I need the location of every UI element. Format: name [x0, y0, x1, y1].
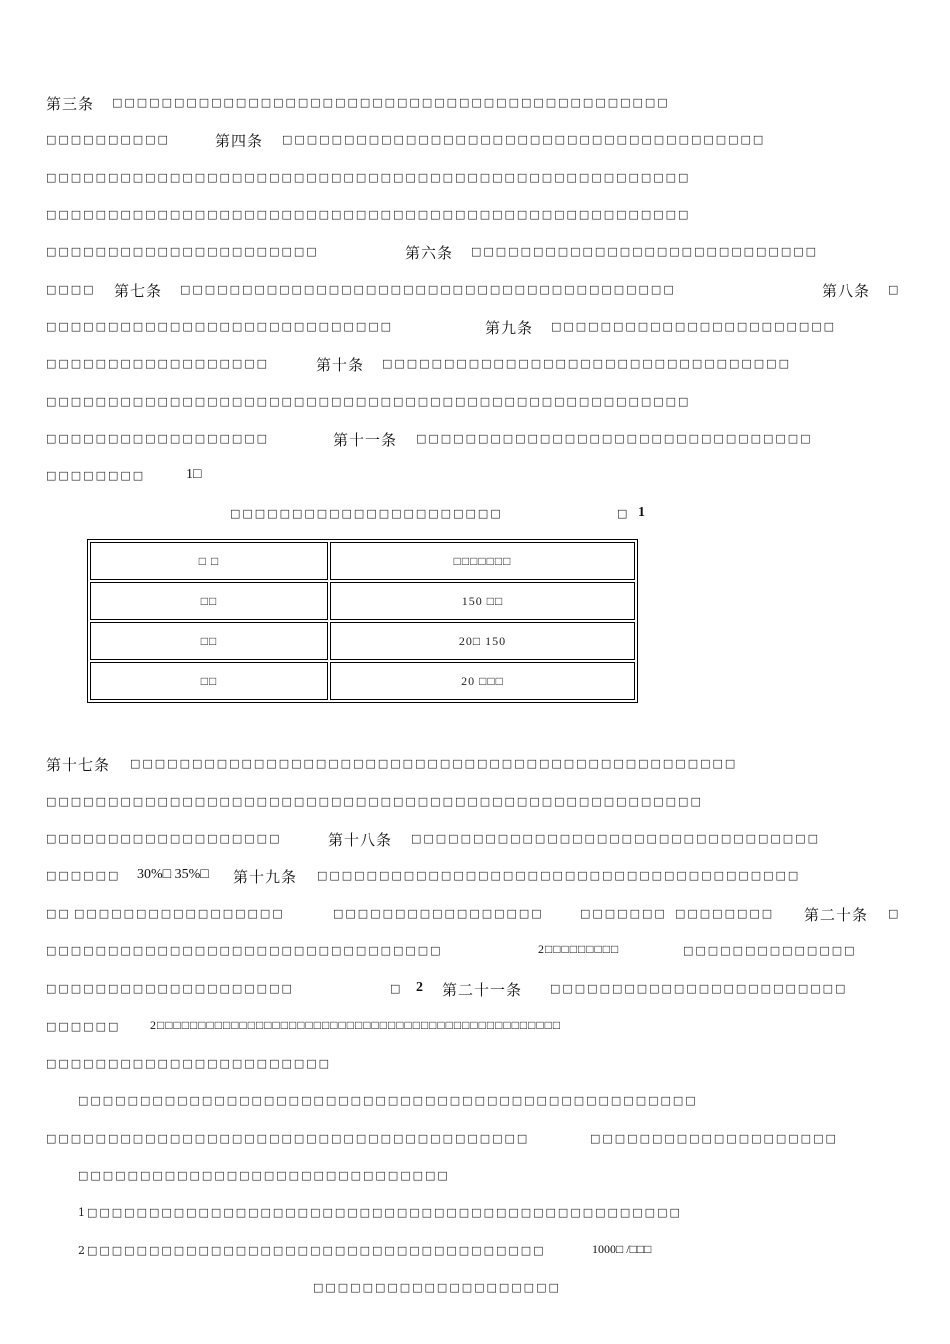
article-20-text-end: □□□□□□□□□□□□□□□□□□□□	[46, 982, 294, 995]
table-row	[90, 662, 635, 700]
article-20-text-cont: □□□□□□□□□□□□□□□□□□□□□□□□□□□□□□□□	[46, 944, 443, 957]
table-cell: □□	[90, 622, 328, 660]
table-cell: □□	[90, 582, 328, 620]
article-9-text: □□□□□□□□□□□□□□□□□□□□□□□	[551, 320, 837, 333]
article-19-text-d: □□□□□□□	[580, 907, 667, 920]
article-19-text: □□□□□□□□□□□□□□□□□□□□□□□□□□□□□□□□□□□□□□□	[317, 869, 801, 882]
article-8-text: □	[888, 283, 901, 296]
table-header-cell: □□□□□□□	[330, 542, 635, 580]
article-5-text-cont: □□□□□□□□□□□□□□□□□□□□□□	[46, 245, 319, 258]
table-header-cell: □ □	[90, 542, 328, 580]
table-cell: □□	[90, 662, 328, 700]
paragraph-2-b: □□□□□□□□□□□□□□□□□□□□	[590, 1132, 838, 1145]
article-21-heading: 第二十一条	[442, 981, 523, 999]
table-caption-number: 1	[638, 505, 645, 520]
list-item-2: 2□□□□□□□□□□□□□□□□□□□□□□□□□□□□□□□□□□□□□	[78, 1244, 546, 1257]
paragraph-2: □□□□□□□□□□□□□□□□□□□□□□□□□□□□□□□□□□□□□□□	[46, 1132, 530, 1145]
table-row	[90, 622, 635, 660]
article-18-text: □□□□□□□□□□□□□□□□□□□□□□□□□□□□□□□□□	[411, 832, 820, 845]
paragraph-3: □□□□□□□□□□□□□□□□□□□□□□□□□□□□□□	[78, 1169, 450, 1182]
article-5-text: □□□□□□□□□□□□□□□□□□□□□□□□□□□□□□□□□□□□□□□□□□□□□□□□□□□□	[46, 208, 691, 221]
list-item-1: 1□□□□□□□□□□□□□□□□□□□□□□□□□□□□□□□□□□□□□□□□□□□□□□□□	[78, 1206, 682, 1219]
article-19-heading: 第十九条	[233, 868, 298, 886]
table-cell: 20 □□□	[330, 662, 635, 700]
article-19-text-e: □□□□□□□□	[675, 907, 775, 920]
article-21-text: □□□□□□□□□□□□□□□□□□□□□□□□	[550, 982, 848, 995]
article-20-table-number: 2	[416, 980, 423, 995]
article-7-heading: 第七条	[114, 282, 163, 300]
table-header-row	[90, 542, 635, 580]
article-6-heading: 第六条	[405, 244, 454, 262]
article-6-text-cont: □□□□	[46, 283, 96, 296]
article-8-text-cont: □□□□□□□□□□□□□□□□□□□□□□□□□□□□	[46, 320, 394, 333]
article-9-text-cont: □□□□□□□□□□□□□□□□□□	[46, 357, 270, 370]
list-item-2-value: 1000□ /□□□	[592, 1242, 652, 1256]
data-table	[87, 539, 638, 703]
article-4-heading: 第四条	[215, 132, 264, 150]
article-20-text: □	[888, 907, 901, 920]
article-11-text: □□□□□□□□□□□□□□□□□□□□□□□□□□□□□□□□	[416, 432, 813, 445]
table-caption: □□□□□□□□□□□□□□□□□□□□□□	[230, 507, 503, 520]
article-19-text-b: □□□□□□□□□□□□□□□□□	[74, 907, 285, 920]
article-3-text-cont: □□□□□□□□□□	[46, 133, 170, 146]
article-9-heading: 第九条	[485, 319, 534, 337]
table-row	[90, 582, 635, 620]
article-7-text: □□□□□□□□□□□□□□□□□□□□□□□□□□□□□□□□□□□□□□□□	[180, 283, 676, 296]
list-item-2-cont: □□□□□□□□□□□□□□□□□□□□	[313, 1281, 561, 1294]
table-cell: 150 □□	[330, 582, 635, 620]
article-18-text-cont: □□□□□□	[46, 869, 121, 882]
article-21-text-end: □□□□□□□□□□□□□□□□□□□□□□□	[46, 1057, 332, 1070]
table-cell: 20□ 150	[330, 622, 635, 660]
article-4-text: □□□□□□□□□□□□□□□□□□□□□□□□□□□□□□□□□□□□□□□	[282, 133, 766, 146]
article-8-heading: 第八条	[822, 282, 871, 300]
article-11-text-cont: □□□□□□□□	[46, 469, 146, 482]
article-4-text-cont: □□□□□□□□□□□□□□□□□□□□□□□□□□□□□□□□□□□□□□□□□□□□□□□□□□□□	[46, 171, 691, 184]
paragraph-1: □□□□□□□□□□□□□□□□□□□□□□□□□□□□□□□□□□□□□□□□□□□□□□□□□□	[78, 1094, 698, 1107]
article-10-text-cont: □□□□□□□□□□□□□□□□□□□□□□□□□□□□□□□□□□□□□□□□□□□□□□□□□□□□	[46, 395, 691, 408]
article-20-heading: 第二十条	[804, 906, 869, 924]
article-18-heading: 第十八条	[328, 831, 393, 849]
article-20-table-label: □	[390, 982, 403, 995]
article-20-number: 2□□□□□□□□□	[538, 942, 620, 956]
article-3-heading: 第三条	[46, 95, 95, 113]
article-10-text-end: □□□□□□□□□□□□□□□□□□	[46, 432, 270, 445]
article-17-text-cont: □□□□□□□□□□□□□□□□□□□□□□□□□□□□□□□□□□□□□□□□□□□□□□□□□□□□□	[46, 795, 703, 808]
article-17-text-end: □□□□□□□□□□□□□□□□□□□	[46, 832, 282, 845]
article-17-text: □□□□□□□□□□□□□□□□□□□□□□□□□□□□□□□□□□□□□□□□□□□□□□□□□	[130, 757, 738, 770]
article-17-heading: 第十七条	[46, 756, 111, 774]
article-19-text-c: □□□□□□□□□□□□□□□□□	[333, 907, 544, 920]
table-caption-label: □	[617, 507, 630, 520]
article-10-heading: 第十条	[316, 356, 365, 374]
article-6-text: □□□□□□□□□□□□□□□□□□□□□□□□□□□□	[471, 245, 819, 258]
article-18-percent: 30%□ 35%□	[137, 867, 209, 882]
article-19-text-a: □□	[46, 907, 71, 920]
article-3-text: □□□□□□□□□□□□□□□□□□□□□□□□□□□□□□□□□□□□□□□□□□□□□	[112, 96, 670, 109]
article-21-text-cont: □□□□□□	[46, 1020, 121, 1033]
article-21-text-number: 2□□□□□□□□□□□□□□□□□□□□□□□□□□□□□□□□□□□□□□□□□□□□□□□□□	[150, 1018, 562, 1032]
article-20-text-b: □□□□□□□□□□□□□□	[683, 944, 857, 957]
table-reference: 1□	[186, 467, 202, 482]
article-10-text: □□□□□□□□□□□□□□□□□□□□□□□□□□□□□□□□□	[382, 357, 791, 370]
article-11-heading: 第十一条	[333, 431, 398, 449]
